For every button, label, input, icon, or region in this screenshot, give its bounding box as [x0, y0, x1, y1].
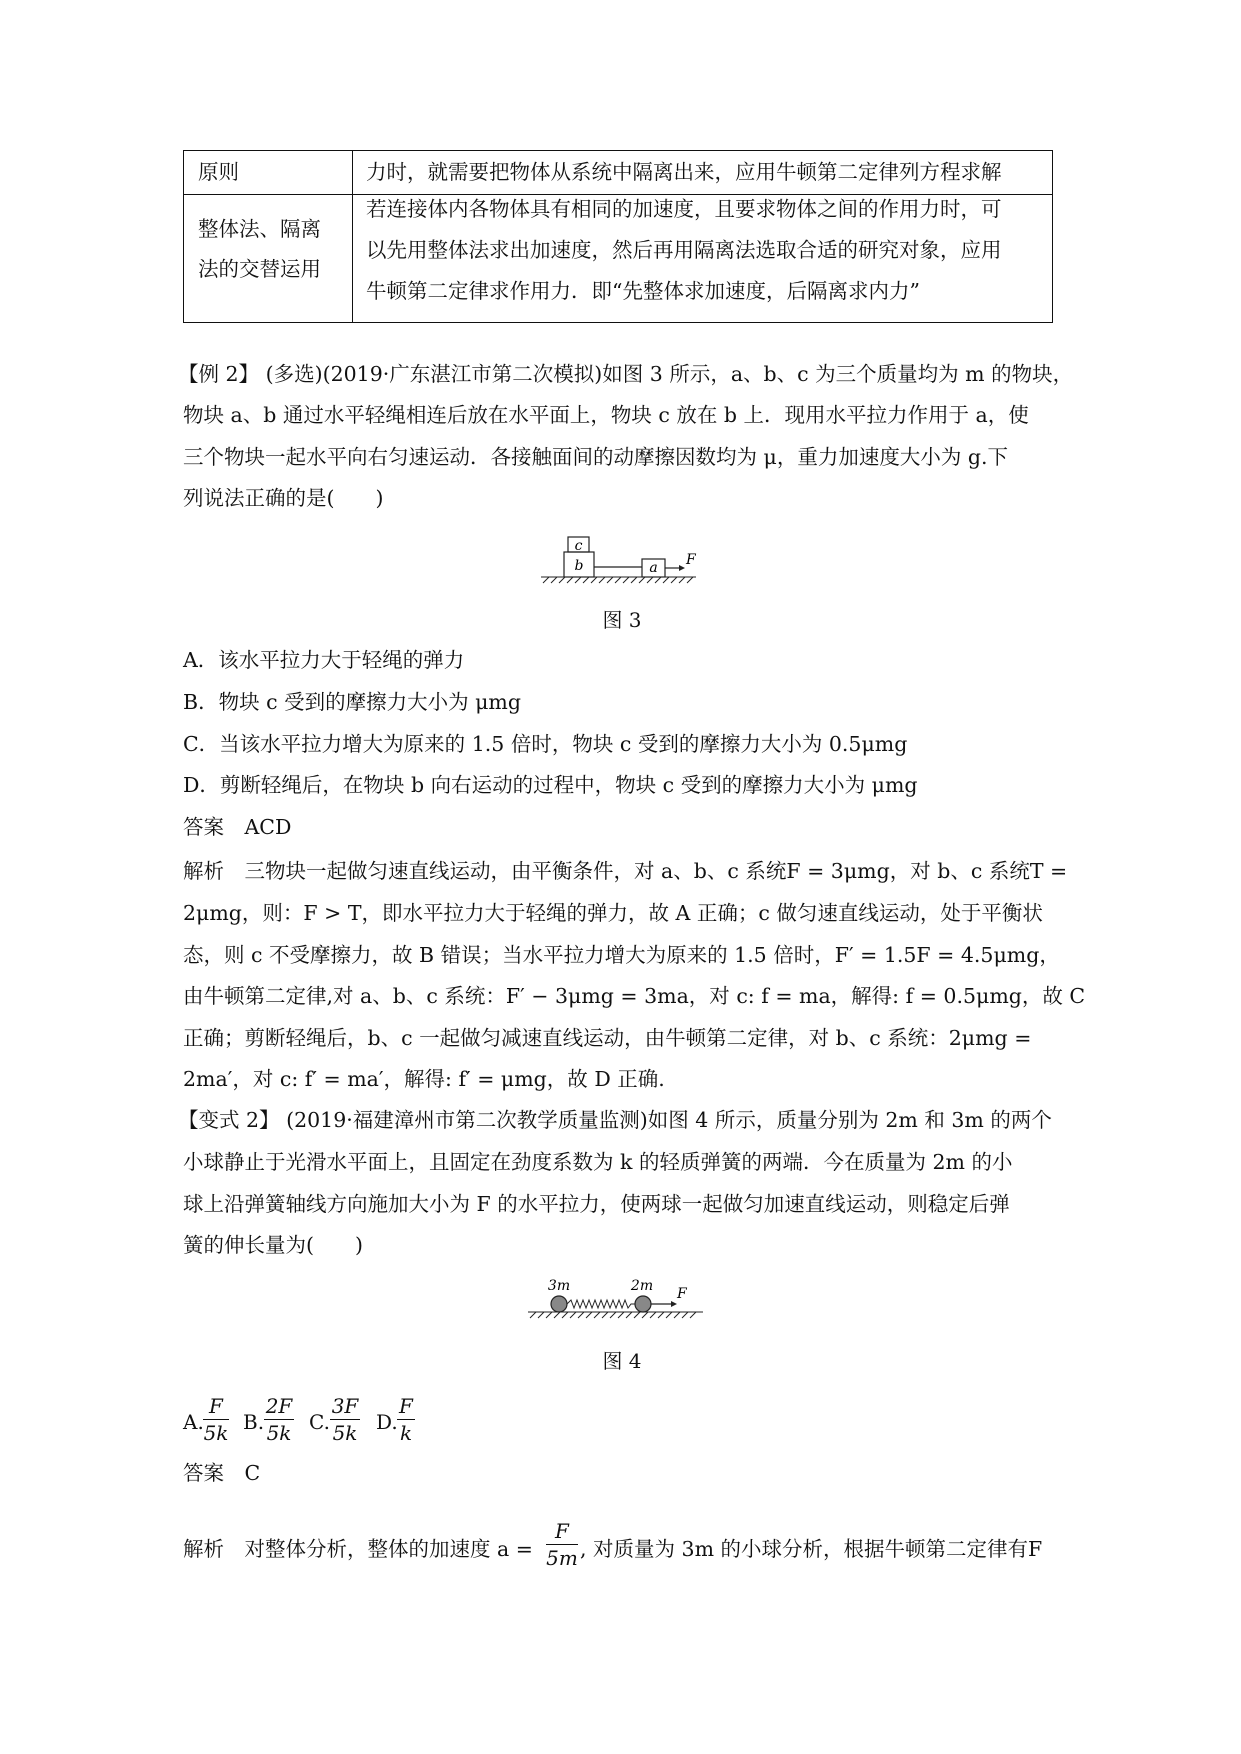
example2-analysis-line: 正确；剪断轻绳后，b、c 一起做匀减速直线运动，由牛顿第二定律，对 b、c 系统：2μmg = [183, 1026, 1032, 1050]
table-row1-head: 原则 [198, 160, 239, 184]
variant2-line: 簧的伸长量为( ) [183, 1233, 363, 1257]
example2-option-d: D．剪断轻绳后，在物块 b 向右运动的过程中，物块 c 受到的摩擦力大小为 μmg [183, 773, 918, 797]
variant2-option-b-letter: B. [243, 1410, 265, 1434]
numerator: F [555, 1519, 569, 1543]
table-row2-body-line: 以先用整体法求出加速度，然后再用隔离法选取合适的研究对象，应用 [366, 238, 1002, 262]
denominator: 5k [266, 1421, 292, 1445]
table-column-divider [352, 151, 353, 322]
ground-hatching [541, 577, 696, 583]
table-row1-body: 力时，就需要把物体从系统中隔离出来，应用牛顿第二定律列方程求解 [366, 160, 1002, 184]
numerator: 2F [265, 1394, 293, 1418]
example2-analysis-line: 2ma′，对 c: f′ = ma′，解得: f′ = μmg，故 D 正确. [183, 1067, 665, 1091]
denominator: k [399, 1421, 413, 1445]
example2-option-c: C．当该水平拉力增大为原来的 1.5 倍时，物块 c 受到的摩擦力大小为 0.5μmg [183, 732, 908, 756]
example2-option-b: B．物块 c 受到的摩擦力大小为 μmg [183, 690, 521, 714]
variant2-analysis-prefix: 解析 对整体分析，整体的加速度 a = [183, 1537, 533, 1561]
variant2-analysis-suffix: , 对质量为 3m 的小球分析，根据牛顿第二定律有F [580, 1537, 1043, 1561]
figure-4-diagram [525, 1270, 707, 1326]
variant2-option-c-fraction [330, 1394, 360, 1445]
denominator: 5m [546, 1546, 578, 1570]
example2-analysis-line: 解析 三物块一起做匀速直线运动，由平衡条件，对 a、b、c 系统F = 3μmg，对 b、c 系统T = [183, 859, 1068, 883]
example2-line: 三个物块一起水平向右匀速运动．各接触面间的动摩擦因数均为 μ，重力加速度大小为 g.下 [183, 445, 1008, 469]
label-F: F [677, 1286, 687, 1302]
table-row2-head-line: 整体法、隔离 [198, 217, 321, 241]
figure-3-diagram [538, 530, 700, 588]
denominator: 5k [203, 1421, 229, 1445]
variant2-option-a-letter: A. [183, 1410, 204, 1434]
variant2-option-d-fraction [397, 1394, 415, 1445]
example2-line: 【例 2】 (多选)(2019·广东湛江市第二次模拟)如图 3 所示，a、b、c 为三个质量均为 m 的物块， [178, 362, 1074, 386]
label-2m: 2m [630, 1278, 654, 1294]
table-row2-head-line: 法的交替运用 [198, 257, 321, 281]
example2-analysis-line: 2μmg，则：F > T，即水平拉力大于轻绳的弹力，故 A 正确；c 做匀速直线运动，处于平衡状 [183, 901, 1043, 925]
label-c: c [574, 538, 583, 554]
example2-analysis-line: 态，则 c 不受摩擦力，故 B 错误；当水平拉力增大为原来的 1.5 倍时，F′ = 1.5F = 4.5μmg， [183, 943, 1060, 967]
numerator: F [209, 1394, 223, 1418]
label-b: b [574, 558, 584, 574]
force-arrowhead [679, 565, 685, 571]
method-table [183, 150, 1053, 323]
ground-hatching [528, 1312, 703, 1318]
example2-line: 列说法正确的是( ) [183, 486, 384, 510]
figure-3-caption: 图 3 [602, 608, 642, 632]
variant2-analysis-fraction [546, 1519, 578, 1570]
variant2-line: 小球静止于光滑水平面上，且固定在劲度系数为 k 的轻质弹簧的两端．今在质量为 2m 的小 [183, 1150, 1013, 1174]
figure-4-caption: 图 4 [602, 1349, 642, 1373]
variant2-option-a-fraction [203, 1394, 229, 1445]
label-F: F [686, 552, 696, 568]
variant2-answer: 答案 C [183, 1461, 261, 1485]
numerator: F [399, 1394, 413, 1418]
example2-option-a: A．该水平拉力大于轻绳的弹力 [183, 648, 465, 672]
variant2-option-d-letter: D. [376, 1410, 398, 1434]
example2-line: 物块 a、b 通过水平轻绳相连后放在水平面上，物块 c 放在 b 上．现用水平拉力作用于 a，使 [183, 403, 1029, 427]
table-row2-body-line: 若连接体内各物体具有相同的加速度，且要求物体之间的作用力时，可 [366, 197, 1002, 221]
example2-analysis-line: 由牛顿第二定律,对 a、b、c 系统：F′ − 3μmg = 3ma，对 c: f = ma，解得: f = 0.5μmg，故 C [183, 984, 1086, 1008]
variant2-line: 球上沿弹簧轴线方向施加大小为 F 的水平拉力，使两球一起做匀加速直线运动，则稳定后弹 [183, 1192, 1010, 1216]
variant2-option-b-fraction [264, 1394, 294, 1445]
spring [567, 1300, 635, 1308]
example2-answer: 答案 ACD [183, 815, 292, 839]
variant2-option-c-letter: C. [309, 1410, 330, 1434]
ball-3m [551, 1296, 567, 1312]
label-3m: 3m [547, 1278, 571, 1294]
label-a: a [649, 560, 658, 576]
denominator: 5k [332, 1421, 358, 1445]
table-row2-body-line: 牛顿第二定律求作用力．即“先整体求加速度，后隔离求内力” [366, 279, 920, 303]
numerator: 3F [331, 1394, 359, 1418]
variant2-line: 【变式 2】 (2019·福建漳州市第二次教学质量监测)如图 4 所示，质量分别为 2m 和 3m 的两个 [178, 1108, 1052, 1132]
ball-2m [635, 1296, 651, 1312]
